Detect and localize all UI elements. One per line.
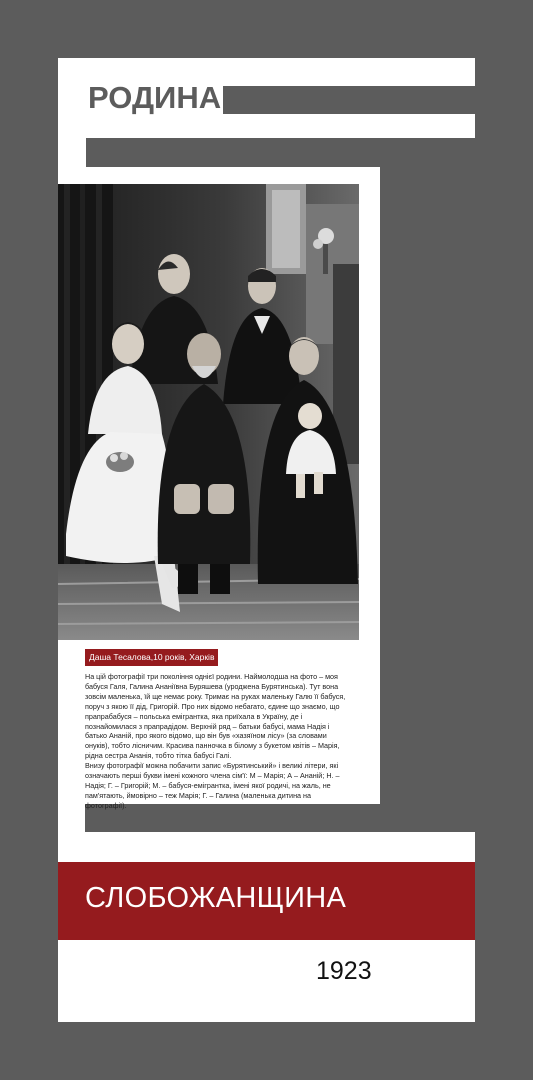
- story-text: [85, 672, 350, 811]
- region-title: СЛОБОЖАНЩИНА: [85, 882, 347, 914]
- family-photo: [58, 184, 359, 640]
- story-paragraph-1: На цій фотографії три покоління однієї родини. Наймолодша на фото – моя бабуся Галя, Галина Ананіївна Буряшева (уроджена Бурятинська). Тут вона зовсім маленька, їй ще немає року. Тримає на руках маленьку Галю її бабуся, поруч з якою її дід, Григорій. Про них відомо небагато, єдине що знаємо, що прапрабабуся – польська емігрантка, яка приїхала в Україну, де і познайомилася з прапрадідом. Верхній ряд – батьки бабусі, мама Надія і батько Ананій, про якого відомо, що він був «хазяїном лісу» (за словами онуків), тобто лісничим. Красива панночка в білому з букетом квітів – Марія, рідна сестра Ананія, тобто тітка бабусі Галі.: [85, 672, 346, 761]
- story-paragraph-2: Внизу фотографії можна побачити запис «Бурятинський» і великі літери, які означають перші букви імені кожного члена сім'ї: М – Марія; А – Ананій; Н. – Надія; Г. – Григорій; М. – бабуся-емігрантка, імені якої родичі, на жаль, не пам'ятають, ймовірно – теж Марія; Г. – Галина (маленька дитина на фотографії).: [85, 761, 340, 810]
- author-caption: Даша Тесалова,10 років, Харків: [85, 649, 218, 666]
- page-title: РОДИНА: [86, 78, 223, 118]
- third-bar: [58, 167, 380, 184]
- year-label: 1923: [316, 957, 372, 985]
- family-portrait-image: [58, 184, 359, 640]
